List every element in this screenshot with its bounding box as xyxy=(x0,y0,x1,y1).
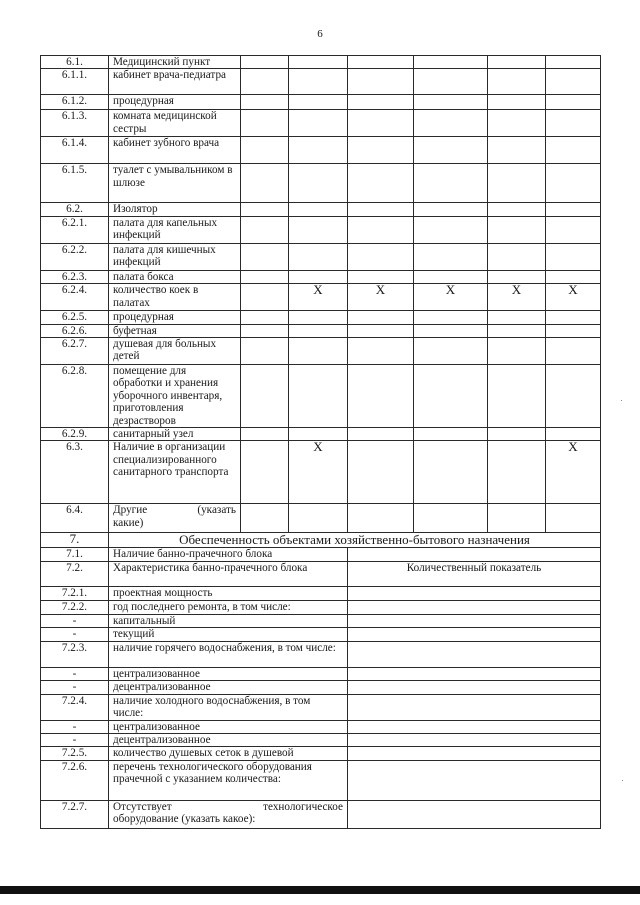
table-row xyxy=(41,69,601,95)
table-row xyxy=(41,587,601,600)
table-row xyxy=(41,548,601,562)
table-row xyxy=(41,338,601,365)
mark-cell xyxy=(414,428,488,441)
empty-cell xyxy=(241,164,289,203)
empty-cell xyxy=(241,56,289,69)
quantity-cell xyxy=(348,694,601,720)
row-label: децентрализованное xyxy=(109,733,348,746)
mark-cell xyxy=(289,338,348,365)
row-number: 6.2.7. xyxy=(41,338,109,365)
table-row xyxy=(41,720,601,733)
empty-cell xyxy=(241,243,289,270)
quantity-cell xyxy=(348,747,601,760)
table-row xyxy=(41,562,601,587)
empty-cell xyxy=(241,324,289,337)
mark-cell xyxy=(488,137,546,164)
row-number: 6.4. xyxy=(41,504,109,533)
mark-cell xyxy=(488,441,546,504)
row-number: 7.2. xyxy=(41,562,109,587)
mark-cell xyxy=(488,243,546,270)
table-row xyxy=(41,243,601,270)
mark-cell xyxy=(488,95,546,110)
mark-cell xyxy=(414,365,488,428)
row-number: 7.2.4. xyxy=(41,694,109,720)
empty-cell xyxy=(241,95,289,110)
section-7-title: Обеспеченность объектами хозяйственно-бытового назначения xyxy=(109,533,601,548)
empty-cell xyxy=(241,365,289,428)
row-label: палата бокса xyxy=(109,270,241,283)
quantity-cell xyxy=(348,720,601,733)
empty-cell xyxy=(241,441,289,504)
row-label xyxy=(109,504,241,533)
mark-cell: X xyxy=(348,284,414,311)
quantity-cell xyxy=(348,733,601,746)
empty-cell xyxy=(241,504,289,533)
table-row xyxy=(41,504,601,533)
table-row xyxy=(41,694,601,720)
mark-cell xyxy=(488,338,546,365)
row-label: проектная мощность xyxy=(109,587,348,600)
table-row xyxy=(41,311,601,324)
row-label: Характеристика банно-прачечного блока xyxy=(109,562,348,587)
mark-cell xyxy=(546,243,601,270)
quantity-cell: Количественный показатель xyxy=(348,562,601,587)
mark-cell xyxy=(414,311,488,324)
row-label: год последнего ремонта, в том числе: xyxy=(109,600,348,614)
mark-cell xyxy=(289,164,348,203)
mark-cell xyxy=(488,56,546,69)
mark-cell xyxy=(348,164,414,203)
quantity-cell xyxy=(348,681,601,694)
empty-cell xyxy=(241,203,289,216)
empty-cell xyxy=(241,338,289,365)
mark-cell xyxy=(348,216,414,243)
quantity-cell xyxy=(348,760,601,800)
table-row xyxy=(41,733,601,746)
mark-cell xyxy=(546,164,601,203)
mark-cell xyxy=(289,243,348,270)
row-label: текущий xyxy=(109,628,348,641)
facility-table xyxy=(40,55,601,829)
mark-cell xyxy=(546,338,601,365)
row-number: - xyxy=(41,733,109,746)
row-number: 7.2.1. xyxy=(41,587,109,600)
section-7-title-row xyxy=(41,533,601,548)
mark-cell xyxy=(414,164,488,203)
table-row xyxy=(41,800,601,828)
row-label: комната медицинской сестры xyxy=(109,110,241,137)
row-label: буфетная xyxy=(109,324,241,337)
mark-cell xyxy=(488,110,546,137)
mark-cell xyxy=(348,324,414,337)
row-label: децентрализованное xyxy=(109,681,348,694)
mark-cell xyxy=(348,270,414,283)
mark-cell xyxy=(488,324,546,337)
table-row xyxy=(41,600,601,614)
table-row xyxy=(41,324,601,337)
row-number: 6.1.5. xyxy=(41,164,109,203)
quantity-cell xyxy=(348,667,601,680)
row-number: 7.2.5. xyxy=(41,747,109,760)
mark-cell xyxy=(488,365,546,428)
quantity-cell xyxy=(348,600,601,614)
mark-cell xyxy=(488,164,546,203)
row-label-line xyxy=(113,504,236,516)
table-row xyxy=(41,641,601,667)
row-label: помещение для обработки и хранения уборочного инвентаря, приготовления дезрастворов xyxy=(109,365,241,428)
row-label: санитарный узел xyxy=(109,428,241,441)
row-label: Изолятор xyxy=(109,203,241,216)
row-number: - xyxy=(41,720,109,733)
mark-cell: X xyxy=(546,441,601,504)
table-row xyxy=(41,164,601,203)
mark-cell xyxy=(414,137,488,164)
mark-cell xyxy=(546,203,601,216)
table-row xyxy=(41,56,601,69)
mark-cell: X xyxy=(546,284,601,311)
mark-cell xyxy=(546,56,601,69)
mark-cell xyxy=(289,95,348,110)
table-row xyxy=(41,203,601,216)
row-label: палата для капельных инфекций xyxy=(109,216,241,243)
mark-cell xyxy=(414,56,488,69)
empty-cell xyxy=(241,216,289,243)
table-row xyxy=(41,110,601,137)
row-label xyxy=(109,800,348,828)
table-row xyxy=(41,428,601,441)
empty-cell xyxy=(241,69,289,95)
row-label: процедурная xyxy=(109,311,241,324)
mark-cell xyxy=(289,324,348,337)
table-row xyxy=(41,270,601,283)
mark-cell xyxy=(488,216,546,243)
mark-cell xyxy=(348,69,414,95)
mark-cell xyxy=(546,69,601,95)
mark-cell: X xyxy=(414,284,488,311)
section-7-number: 7. xyxy=(41,533,109,548)
mark-cell xyxy=(289,69,348,95)
row-number: 6.2.3. xyxy=(41,270,109,283)
row-number: 7.2.2. xyxy=(41,600,109,614)
row-label-left: Отсутствует xyxy=(113,800,172,813)
mark-cell xyxy=(488,203,546,216)
mark-cell: X xyxy=(289,441,348,504)
mark-cell xyxy=(414,504,488,533)
mark-cell xyxy=(546,365,601,428)
mark-cell xyxy=(546,270,601,283)
mark-cell xyxy=(289,56,348,69)
row-number: 6.1.1. xyxy=(41,69,109,95)
section-7-header xyxy=(41,533,601,548)
mark-cell: X xyxy=(289,284,348,311)
row-label-continuation: оборудование (указать какое): xyxy=(113,813,256,826)
empty-cell xyxy=(241,284,289,311)
row-label: Медицинский пункт xyxy=(109,56,241,69)
row-label: количество коек в палатах xyxy=(109,284,241,311)
empty-cell xyxy=(241,428,289,441)
row-number: 6.2.2. xyxy=(41,243,109,270)
mark-cell xyxy=(348,95,414,110)
row-label-right: технологическое xyxy=(263,800,343,813)
row-number: 7.2.3. xyxy=(41,641,109,667)
empty-cell xyxy=(241,311,289,324)
row-number: 6.1.2. xyxy=(41,95,109,110)
row-label: туалет с умывальником в шлюзе xyxy=(109,164,241,203)
mark-cell xyxy=(488,270,546,283)
mark-cell xyxy=(546,95,601,110)
mark-cell xyxy=(348,203,414,216)
mark-cell xyxy=(289,137,348,164)
scan-speck xyxy=(621,400,622,401)
row-number: 6.2. xyxy=(41,203,109,216)
row-label: наличие холодного водоснабжения, в том числе: xyxy=(109,694,348,720)
row-label: централизованное xyxy=(109,667,348,680)
mark-cell xyxy=(289,110,348,137)
mark-cell xyxy=(289,216,348,243)
row-number: 6.2.8. xyxy=(41,365,109,428)
mark-cell xyxy=(414,338,488,365)
row-label: капитальный xyxy=(109,614,348,627)
row-number: 6.3. xyxy=(41,441,109,504)
row-number: 6.2.4. xyxy=(41,284,109,311)
row-label: наличие горячего водоснабжения, в том числе: xyxy=(109,641,348,667)
mark-cell xyxy=(348,441,414,504)
row-number: 6.2.1. xyxy=(41,216,109,243)
mark-cell xyxy=(348,56,414,69)
quantity-cell xyxy=(348,548,601,562)
empty-cell xyxy=(241,110,289,137)
mark-cell xyxy=(414,243,488,270)
row-label: кабинет зубного врача xyxy=(109,137,241,164)
scan-bottom-edge xyxy=(0,886,640,894)
mark-cell xyxy=(546,137,601,164)
row-label: количество душевых сеток в душевой xyxy=(109,747,348,760)
quantity-cell xyxy=(348,614,601,627)
row-label: перечень технологического оборудования прачечной с указанием количества: xyxy=(109,760,348,800)
mark-cell xyxy=(414,270,488,283)
row-number: - xyxy=(41,614,109,627)
table-row xyxy=(41,681,601,694)
scan-speck xyxy=(622,780,623,781)
mark-cell xyxy=(546,324,601,337)
section-7-body xyxy=(41,548,601,828)
mark-cell xyxy=(289,203,348,216)
row-number: 6.1.4. xyxy=(41,137,109,164)
mark-cell: X xyxy=(488,284,546,311)
table-row xyxy=(41,667,601,680)
row-number: 7.2.6. xyxy=(41,760,109,800)
mark-cell xyxy=(348,365,414,428)
row-label-continuation: какие) xyxy=(113,516,144,529)
table-row xyxy=(41,284,601,311)
mark-cell xyxy=(488,504,546,533)
table-row xyxy=(41,747,601,760)
mark-cell xyxy=(414,324,488,337)
row-label: душевая для больных детей xyxy=(109,338,241,365)
empty-cell xyxy=(241,137,289,164)
row-label-right: (указать xyxy=(197,504,236,517)
mark-cell xyxy=(348,338,414,365)
table-row xyxy=(41,95,601,110)
row-label: Наличие в организации специализированного санитарного транспорта xyxy=(109,441,241,504)
mark-cell xyxy=(289,504,348,533)
table-row xyxy=(41,760,601,800)
row-label: централизованное xyxy=(109,720,348,733)
row-number: 7.2.7. xyxy=(41,800,109,828)
mark-cell xyxy=(488,428,546,441)
table-row xyxy=(41,137,601,164)
mark-cell xyxy=(546,110,601,137)
mark-cell xyxy=(348,311,414,324)
mark-cell xyxy=(348,137,414,164)
mark-cell xyxy=(414,110,488,137)
mark-cell xyxy=(414,441,488,504)
row-number: 7.1. xyxy=(41,548,109,562)
mark-cell xyxy=(414,69,488,95)
row-number: - xyxy=(41,628,109,641)
row-label: Наличие банно-прачечного блока xyxy=(109,548,348,562)
mark-cell xyxy=(546,311,601,324)
mark-cell xyxy=(414,216,488,243)
row-label: палата для кишечных инфекций xyxy=(109,243,241,270)
row-label-line xyxy=(113,801,343,813)
quantity-cell xyxy=(348,628,601,641)
mark-cell xyxy=(289,428,348,441)
table-row xyxy=(41,628,601,641)
table-row xyxy=(41,365,601,428)
row-number: - xyxy=(41,681,109,694)
quantity-cell xyxy=(348,641,601,667)
row-label-left: Другие xyxy=(113,504,148,517)
mark-cell xyxy=(546,428,601,441)
mark-cell xyxy=(414,95,488,110)
quantity-cell xyxy=(348,587,601,600)
mark-cell xyxy=(414,203,488,216)
row-number: 6.2.5. xyxy=(41,311,109,324)
mark-cell xyxy=(488,69,546,95)
table-row xyxy=(41,614,601,627)
empty-cell xyxy=(241,270,289,283)
row-number: 6.2.6. xyxy=(41,324,109,337)
mark-cell xyxy=(289,365,348,428)
page-number: 6 xyxy=(317,28,323,40)
row-number: 6.2.9. xyxy=(41,428,109,441)
mark-cell xyxy=(348,428,414,441)
section-6-body xyxy=(41,56,601,533)
mark-cell xyxy=(546,216,601,243)
row-number: 6.1.3. xyxy=(41,110,109,137)
mark-cell xyxy=(289,311,348,324)
mark-cell xyxy=(348,243,414,270)
row-number: 6.1. xyxy=(41,56,109,69)
mark-cell xyxy=(289,270,348,283)
row-label: кабинет врача-педиатра xyxy=(109,69,241,95)
mark-cell xyxy=(546,504,601,533)
table-row xyxy=(41,441,601,504)
mark-cell xyxy=(488,311,546,324)
table-row xyxy=(41,216,601,243)
mark-cell xyxy=(348,110,414,137)
row-number: - xyxy=(41,667,109,680)
mark-cell xyxy=(348,504,414,533)
quantity-cell xyxy=(348,800,601,828)
row-label: процедурная xyxy=(109,95,241,110)
